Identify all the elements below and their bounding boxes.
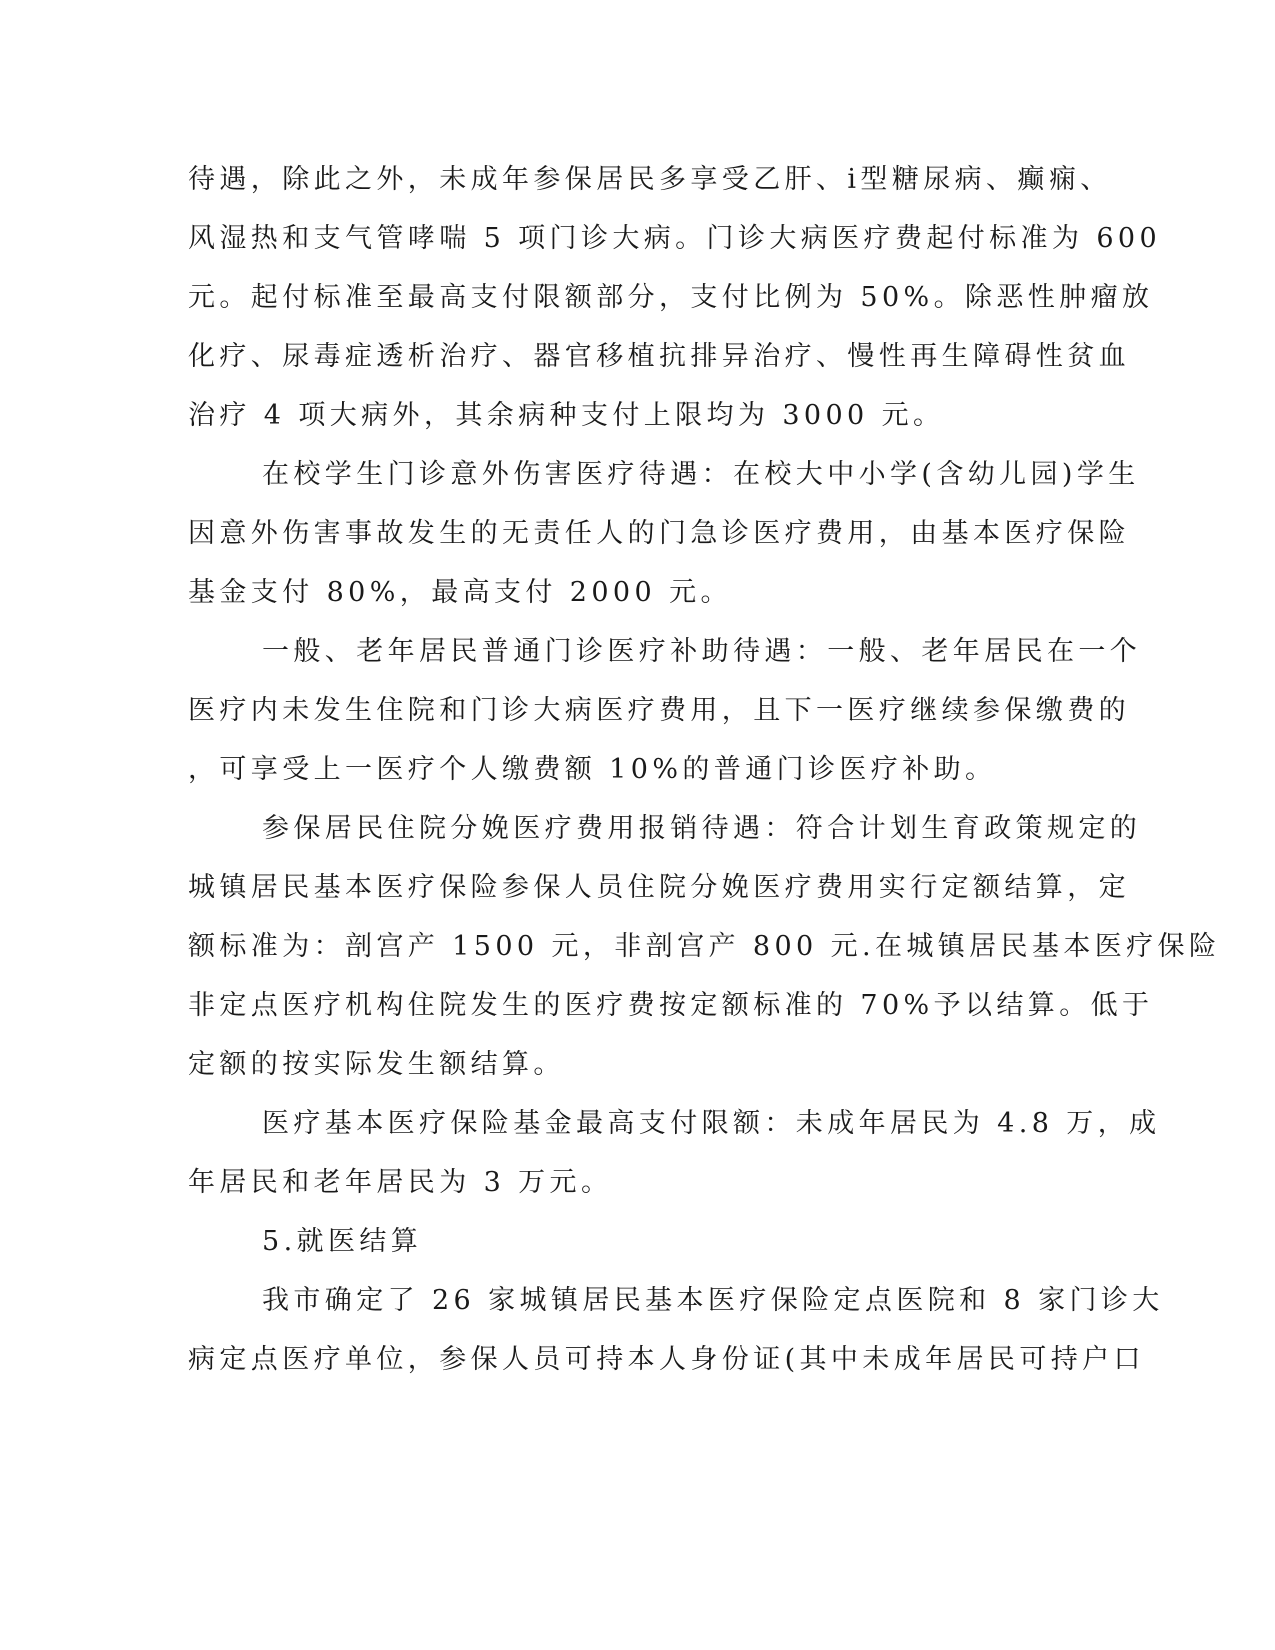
paragraph-first-line: 在校学生门诊意外伤害医疗待遇：在校大中小学(含幼儿园)学生 xyxy=(262,459,1140,490)
text-line: 治疗 4 项大病外，其余病种支付上限均为 3000 元。 xyxy=(188,400,945,431)
paragraph-first-line: 一般、老年居民普通门诊医疗补助待遇：一般、老年居民在一个 xyxy=(262,636,1142,667)
text-line: 额标准为：剖宫产 1500 元，非剖宫产 800 元.在城镇居民基本医疗保险 xyxy=(188,931,1221,962)
paragraph-first-line: 医疗基本医疗保险基金最高支付限额：未成年居民为 4.8 万，成 xyxy=(262,1108,1161,1139)
text-line: 风湿热和支气管哮喘 5 项门诊大病。门诊大病医疗费起付标准为 600 xyxy=(188,223,1162,254)
text-line: 病定点医疗单位，参保人员可持本人身份证(其中未成年居民可持户口 xyxy=(188,1344,1145,1375)
text-line: 基金支付 80%，最高支付 2000 元。 xyxy=(188,577,732,608)
text-line: 年居民和老年居民为 3 万元。 xyxy=(188,1167,613,1198)
paragraph-first-line: 我市确定了 26 家城镇居民基本医疗保险定点医院和 8 家门诊大 xyxy=(262,1285,1164,1316)
text-line: 化疗、尿毒症透析治疗、器官移植抗排异治疗、慢性再生障碍性贫血 xyxy=(188,341,1130,372)
section-heading: 5.就医结算 xyxy=(262,1226,423,1257)
text-line: 定额的按实际发生额结算。 xyxy=(188,1049,565,1080)
text-line: 因意外伤害事故发生的无责任人的门急诊医疗费用，由基本医疗保险 xyxy=(188,518,1130,549)
text-line: 待遇，除此之外，未成年参保居民多享受乙肝、ⅰ型糖尿病、癫痫、 xyxy=(188,164,1112,195)
text-line: 非定点医疗机构住院发生的医疗费按定额标准的 70%予以结算。低于 xyxy=(188,990,1154,1021)
text-line: 城镇居民基本医疗保险参保人员住院分娩医疗费用实行定额结算，定 xyxy=(188,872,1130,903)
text-line: ，可享受上一医疗个人缴费额 10%的普通门诊医疗补助。 xyxy=(188,754,997,785)
paragraph-first-line: 参保居民住院分娩医疗费用报销待遇：符合计划生育政策规定的 xyxy=(262,813,1142,844)
text-line: 医疗内未发生住院和门诊大病医疗费用，且下一医疗继续参保缴费的 xyxy=(188,695,1130,726)
text-line: 元。起付标准至最高支付限额部分，支付比例为 50%。除恶性肿瘤放 xyxy=(188,282,1154,313)
